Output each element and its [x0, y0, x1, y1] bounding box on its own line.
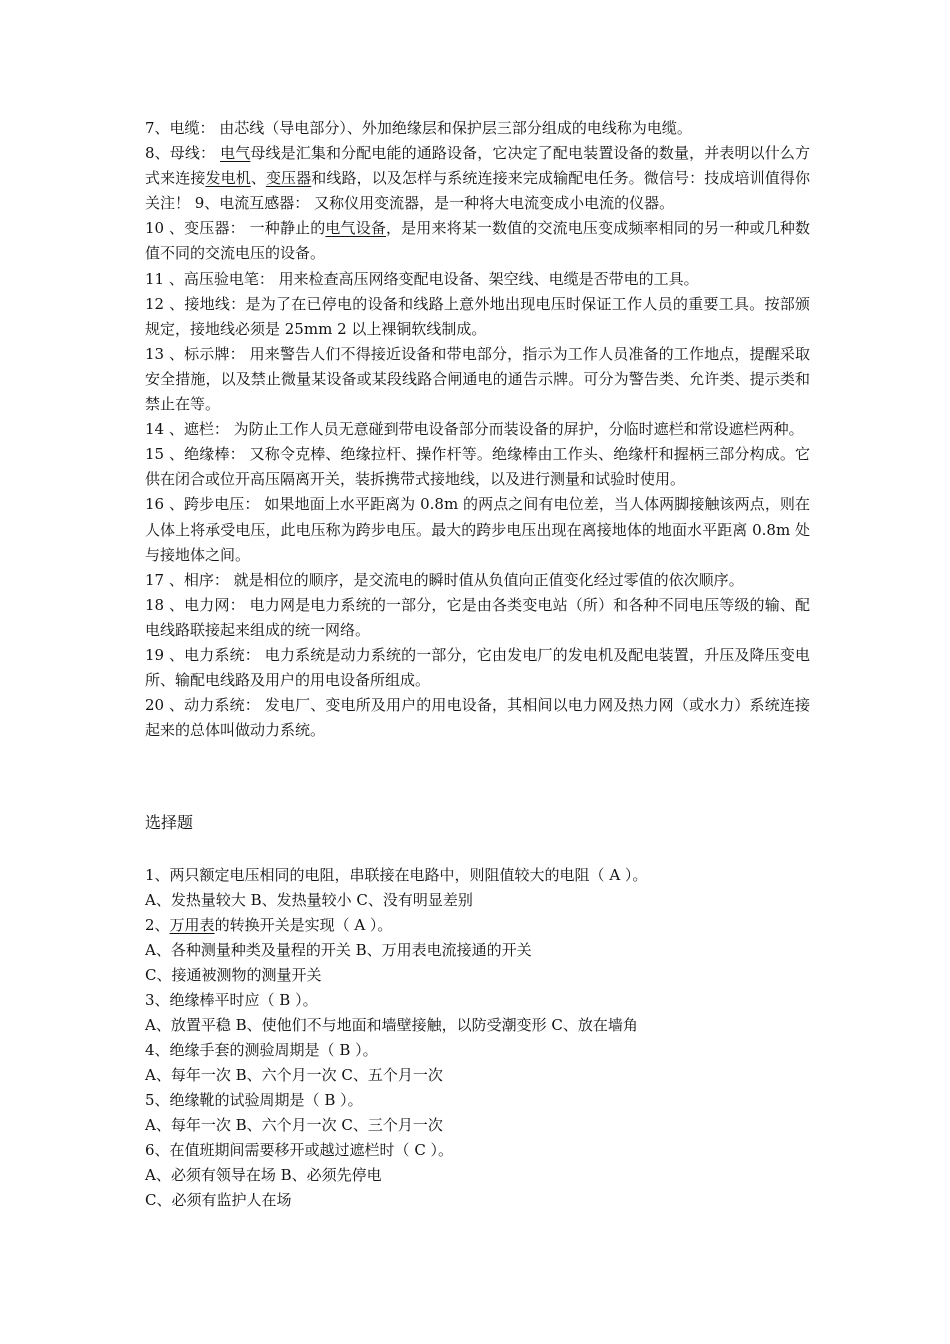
- def-8-text: 变压器: [265, 169, 312, 188]
- q-3-options: [145, 1013, 810, 1038]
- q-4: [145, 1038, 810, 1063]
- q-5-text: 5、绝缘靴的试验周期是（ B ）。: [145, 1091, 363, 1109]
- def-11-text: 11 、高压验电笔： 用来检查高压网络变配电设备、架空线、电缆是否带电的工具。: [145, 269, 699, 288]
- def-15-text: 15 、绝缘棒： 又称令克棒、绝缘拉杆、操作杆等。绝缘棒由工作头、绝缘杆和握柄三部分构成。它供在闭合或位开高压隔离开关，装拆携带式接地线，以及进行测量和试验时使用。: [145, 445, 810, 489]
- def-20: [145, 693, 810, 743]
- def-17: [145, 568, 810, 593]
- q-3: [145, 988, 810, 1013]
- def-13-text: 13 、标示牌： 用来警告人们不得接近设备和带电部分，指示为工作人员准备的工作地点，提醒采取安全措施，以及禁止微量某设备或某段线路合闸通电的通告示牌。可分为警告类、允许类、提示类和禁止在等。: [145, 344, 810, 414]
- def-8-text: 和线路，以及怎样与系统连接来完成输配电任务。微信号：技成培训值得你关注！ 9、电流互感器： 又称仪用变流器，是一种将大电流变成小电流的仪器。: [145, 169, 810, 213]
- def-19: [145, 643, 810, 693]
- q-6-text: 6、在值班期间需要移开或越过遮栏时（ C ）。: [145, 1141, 454, 1159]
- def-7-text: 7、电缆： 由芯线（导电部分）、外加绝缘层和保护层三部分组成的电线称为电缆。: [145, 119, 692, 137]
- def-10-text: 10 、变压器： 一种静止的: [145, 219, 326, 238]
- def-14: [145, 417, 810, 442]
- q-3-options-text: A、放置平稳 B、使他们不与地面和墙壁接触，以防受潮变形 C、放在墙角: [145, 1016, 638, 1034]
- q-4-text: 4、绝缘手套的测验周期是（ B ）。: [145, 1041, 378, 1059]
- q-1-options-text: A、发热量较大 B、发热量较小 C、没有明显差别: [145, 891, 473, 909]
- q-5: [145, 1088, 810, 1113]
- q-1-text: 1、两只额定电压相同的电阻，串联接在电路中，则阻值较大的电阻（ A ）。: [145, 866, 648, 884]
- q-4-options-text: A、每年一次 B、六个月一次 C、五个月一次: [145, 1066, 443, 1084]
- def-12-text: 12 、接地线：是为了在已停电的设备和线路上意外地出现电压时保证工作人员的重要工具。按部颁规定，接地线必须是 25mm 2 以上裸铜软线制成。: [145, 294, 810, 338]
- def-14-text: 14 、遮栏： 为防止工作人员无意碰到带电设备部分而装设备的屏护，分临时遮栏和常设遮栏两种。: [145, 420, 804, 439]
- def-15: [145, 442, 810, 492]
- def-8-text: 母线是汇集和分配电能的通路设备，它决定了配电装置设备的数量，并表明以什么方式来连接: [145, 144, 810, 188]
- q-6: [145, 1138, 810, 1163]
- def-8-text: 、: [250, 169, 266, 188]
- def-7: [145, 116, 810, 141]
- def-18: [145, 593, 810, 643]
- def-10: [145, 216, 810, 266]
- q-3-text: 3、绝缘棒平时应（ B ）。: [145, 991, 318, 1009]
- def-16-text: 16 、跨步电压： 如果地面上水平距离为 0.8m 的两点之间有电位差，当人体两脚接触该两点，则在人体上将承受电压，此电压称为跨步电压。最大的跨步电压出现在离接地体的地面水平距离 0.8m 处与接地体之间。: [145, 495, 810, 564]
- def-10-text: 电气设备: [325, 219, 386, 238]
- q-2-text: 2、: [145, 916, 170, 934]
- def-18-text: 18 、电力网： 电力网是电力系统的一部分，它是由各类变电站（所）和各种不同电压等级的输、配电线路联接起来组成的统一网络。: [145, 595, 810, 639]
- q-6-options-a-text: A、必须有领导在场 B、必须先停电: [145, 1166, 382, 1184]
- q-2-options-c: [145, 963, 810, 988]
- q-5-options-text: A、每年一次 B、六个月一次 C、三个月一次: [145, 1116, 443, 1134]
- def-13: [145, 342, 810, 417]
- section-heading: 选择题: [145, 813, 194, 832]
- def-8-text: 发电机: [205, 169, 251, 188]
- q-2-options-a: [145, 938, 810, 963]
- q-5-options: [145, 1113, 810, 1138]
- q-2-text: 的转换开关是实现（ A ）。: [214, 916, 393, 934]
- q-6-options-a: [145, 1163, 810, 1188]
- def-8: [145, 141, 810, 216]
- q-6-options-c-text: C、必须有监护人在场: [145, 1191, 292, 1209]
- def-8-text: 电气: [220, 144, 251, 163]
- def-19-text: 19 、电力系统： 电力系统是动力系统的一部分，它由发电厂的发电机及配电装置，升压及降压变电所、输配电线路及用户的用电设备所组成。: [145, 645, 810, 690]
- def-11: [145, 267, 810, 292]
- q-2-options-a-text: A、各种测量种类及量程的开关 B、万用表电流接通的开关: [145, 941, 532, 959]
- def-12: [145, 292, 810, 342]
- q-4-options: [145, 1063, 810, 1088]
- q-2: [145, 913, 810, 938]
- q-6-options-c: [145, 1188, 810, 1213]
- definitions-section: [145, 116, 810, 743]
- def-10-text: ，是用来将某一数值的交流电压变成频率相同的另一种或几种数值不同的交流电压的设备。: [145, 219, 810, 263]
- q-1-options: [145, 888, 810, 913]
- def-17-text: 17 、相序： 就是相位的顺序，是交流电的瞬时值从负值向正值变化经过零值的依次顺序。: [145, 570, 744, 589]
- def-8-text: 8、母线：: [145, 144, 221, 163]
- q-1: [145, 863, 810, 888]
- q-2-text: 万用表: [169, 916, 215, 934]
- q-2-options-c-text: C、接通被测物的测量开关: [145, 966, 322, 984]
- questions-section: [145, 863, 810, 1213]
- def-16: [145, 492, 810, 567]
- def-20-text: 20 、动力系统： 发电厂、变电所及用户的用电设备，其相间以电力网及热力网（或水力）系统连接起来的总体叫做动力系统。: [145, 696, 810, 740]
